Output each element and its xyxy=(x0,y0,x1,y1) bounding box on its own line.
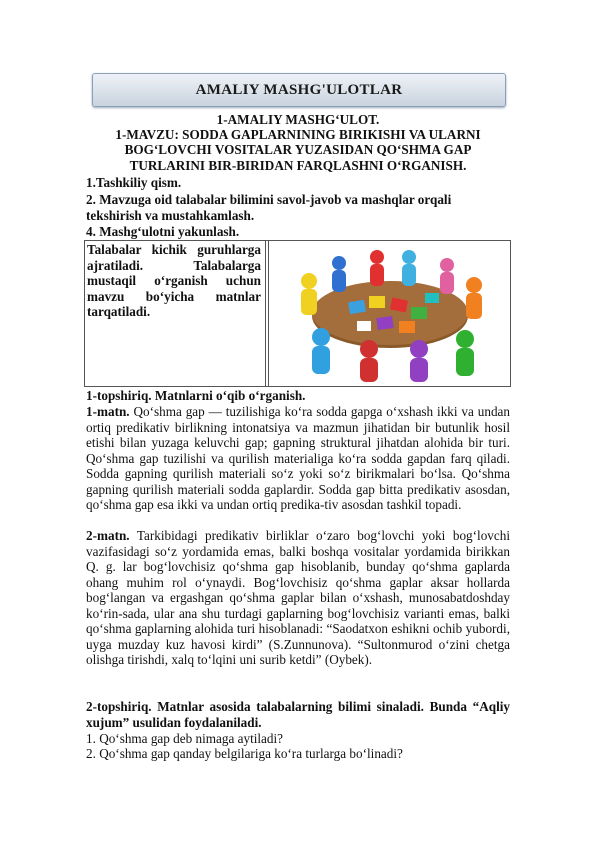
question-1: 1. Qo‘shma gap deb nimaga aytiladi? xyxy=(86,731,284,746)
teamwork-illustration xyxy=(269,241,511,386)
text1-body: Qo‘shma gap — tuzilishiga ko‘ra sodda gapga o‘xshash ikki va undan ortiq predikativ birlikning intonatsiya va mazmun jihatidan bir butunlik hosil etishi bilan yuzaga keluvchi gap; gapning struktural jihatdan alohida bir turi. Qo‘shma gap tuzilishi va qurilish materialiga ko‘ra sodda gapdan farq qiladi. Sodda gapning qurilish materiali so‘z yoki so‘z birikmalari bo‘lsa. Qo‘shma gapning qurilish materiali sodda gaplardir. Sodda gap bitta predikativ asosdan, qo‘shma gap esa ikki va undan ortiq predika-tiv asosdan tashkil topadi. xyxy=(86,404,510,512)
topic-title-line-3: TURLARINI BIR-BIRIDAN FARQLASHNI O‘RGANISH. xyxy=(129,158,467,173)
plan-item-1: 1.Tashkiliy qism. xyxy=(86,175,182,190)
illustration-cell xyxy=(268,241,511,386)
plan-item-2-cont: tekshirish va mustahkamlash. xyxy=(86,208,255,223)
lesson-title: 1-AMALIY MASHG‘ULOT. xyxy=(216,112,380,127)
activity-text-cell xyxy=(85,241,266,386)
text1-label: 1-matn. xyxy=(86,404,130,419)
text1-paragraph xyxy=(86,404,510,513)
task1-title: 1-topshiriq. Matnlarni o‘qib o‘rganish. xyxy=(86,388,306,403)
plan-item-4: 4. Mashg‘ulotni yakunlash. xyxy=(86,224,240,239)
text2-body: Tarkibidagi predikativ birliklar o‘zaro bog‘lovchi yoki bog‘lovchi vazifasidagi so‘z yordamida emas, balki boshqa vositalar yordamida birikkan Q. g. lar bog‘lovchisiz qo‘shma gap hisoblanib, bunday qo‘shma gaplarda ohang muhim rol o‘ynaydi. Bog‘lovchisiz qo‘shma gaplar aksar hollarda bog‘langan va ergashgan qo‘shma gaplar bilan o‘xshash, munosabatdoshday ko‘rin-sada, ular ana shu turdagi gaplarning bog‘lovchisiz varianti emas, balki qo‘shma gaplarning alohida turi hisoblanadi: “Saodatxon eshikni ochib yubordi, uyga muzday kuz havosi kirdi” (S.Zunnunova). “Sultonmurod o‘zini chetga olishga tirishdi, xalq to‘lqini uni surib ketdi” (Oybek). xyxy=(86,528,510,667)
text2-paragraph xyxy=(86,528,510,668)
plan-item-2: 2. Mavzuga oid talabalar bilimini savol-javob va mashqlar orqali xyxy=(86,192,452,207)
topic-title-line-2: BOG‘LOVCHI VOSITALAR YUZASIDAN QO‘SHMA GAP xyxy=(124,142,472,157)
banner-title: AMALIY MASHG'ULOTLAR xyxy=(195,81,403,98)
activity-table xyxy=(84,240,511,387)
question-2: 2. Qo‘shma gap qanday belgilariga ko‘ra turlarga bo‘linadi? xyxy=(86,746,403,761)
text2-label: 2-matn. xyxy=(86,528,130,543)
topic-title-line-1: 1-MAVZU: SODDA GAPLARNINING BIRIKISHI VA ULARNI xyxy=(115,127,481,142)
section-banner xyxy=(92,73,506,107)
activity-text: Talabalar kichik guruhlarga ajratiladi. Talabalarga mustaqil o‘rganish uchun mavzu bo‘yicha matnlar tarqatiladi. xyxy=(87,242,261,319)
task2-title: 2-topshiriq. Matnlar asosida talabalarning bilimi sinaladi. Bunda “Aqliy xujum” usulidan foydalaniladi. xyxy=(86,699,510,730)
